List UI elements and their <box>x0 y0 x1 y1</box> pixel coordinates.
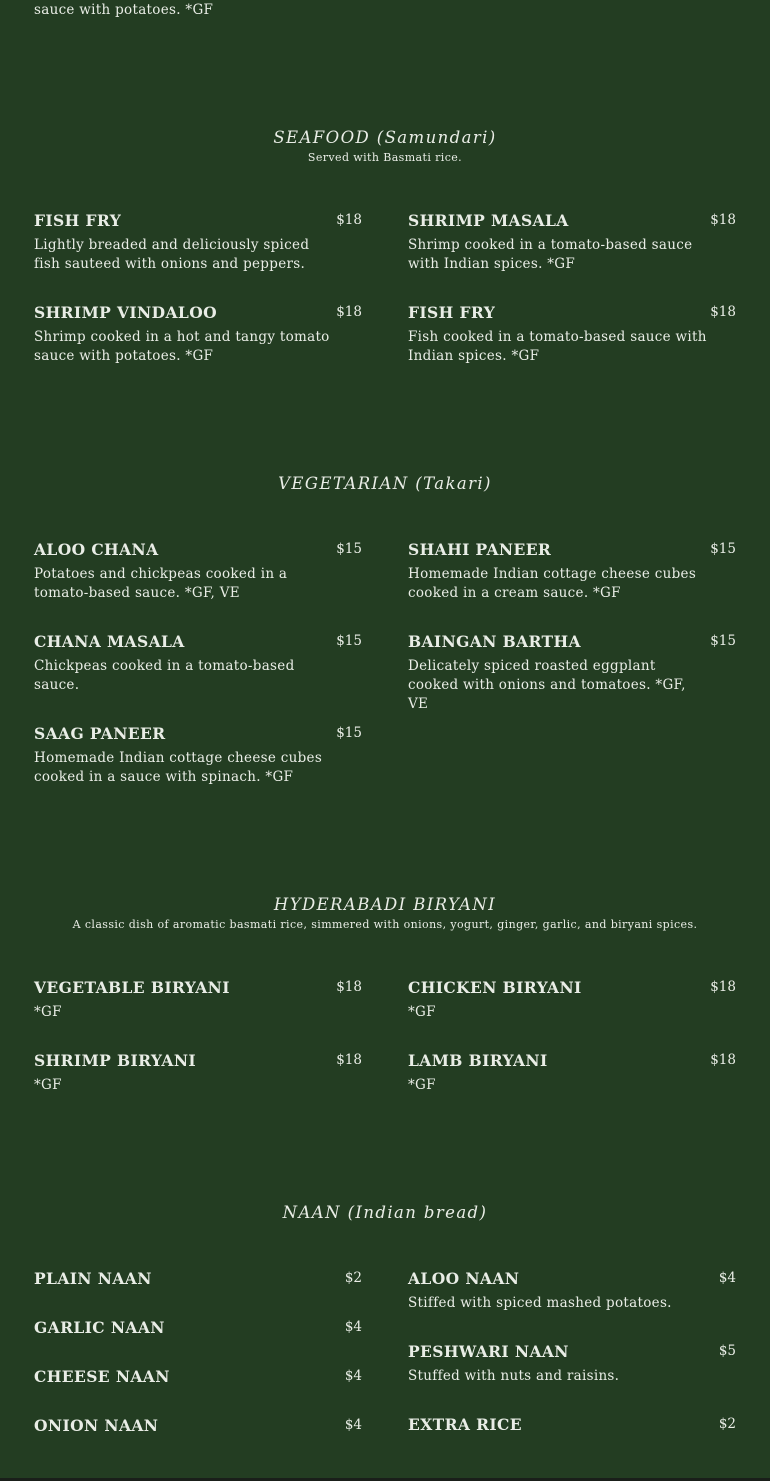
section-title-seafood: SEAFOOD (Samundari) <box>273 128 497 147</box>
item-name: BAINGAN BARTHA <box>408 632 581 651</box>
item-price: $18 <box>336 304 362 320</box>
item-description: Delicately spiced roasted eggplant cooked with onions and tomatoes. *GF, VE <box>408 658 686 712</box>
item-description: *GF <box>34 1077 62 1093</box>
item-name: SAAG PANEER <box>34 724 166 743</box>
section-title-vegetarian: VEGETARIAN (Takari) <box>278 474 492 493</box>
item-name: SHAHI PANEER <box>408 540 552 559</box>
section-subtitle-biryani: A classic dish of aromatic basmati rice, simmered with onions, yogurt, ginger, garlic, and biryani spices. <box>72 918 698 931</box>
item-price: $18 <box>710 979 736 995</box>
item-name: LAMB BIRYANI <box>408 1051 548 1070</box>
item-price: $15 <box>336 725 362 741</box>
item-name: CHANA MASALA <box>34 632 185 651</box>
item-name: ALOO NAAN <box>408 1269 520 1288</box>
item-price: $4 <box>344 1319 362 1335</box>
item-price: $15 <box>336 633 362 649</box>
item-price: $2 <box>718 1416 736 1432</box>
item-name: EXTRA RICE <box>408 1415 522 1434</box>
item-price: $15 <box>710 541 736 557</box>
item-name: CHICKEN BIRYANI <box>408 978 582 997</box>
item-description: Shrimp cooked in a tomato-based sauce with Indian spices. *GF <box>408 237 693 272</box>
item-price: $18 <box>710 212 736 228</box>
item-description: Stuffed with nuts and raisins. <box>408 1368 620 1384</box>
item-name: PLAIN NAAN <box>34 1269 152 1288</box>
item-description: Lightly breaded and deliciously spiced fish sauteed with onions and peppers. <box>34 237 310 272</box>
item-price: $18 <box>336 1052 362 1068</box>
item-description: Fish cooked in a tomato-based sauce with Indian spices. *GF <box>408 329 707 364</box>
item-price: $15 <box>710 633 736 649</box>
item-name: ONION NAAN <box>34 1416 159 1435</box>
item-name: PESHWARI NAAN <box>408 1342 569 1361</box>
item-description: *GF <box>408 1004 436 1020</box>
item-price: $4 <box>718 1270 736 1286</box>
section-title-biryani: HYDERABADI BIRYANI <box>273 895 497 914</box>
item-name: GARLIC NAAN <box>34 1318 165 1337</box>
previous-item-description-fragment: sauce with potatoes. *GF <box>34 2 214 18</box>
item-price: $2 <box>344 1270 362 1286</box>
section-title-naan: NAAN (Indian bread) <box>282 1203 488 1222</box>
item-price: $18 <box>336 212 362 228</box>
item-description: *GF <box>408 1077 436 1093</box>
item-name: SHRIMP BIRYANI <box>34 1051 197 1070</box>
item-description: Shrimp cooked in a hot and tangy tomato sauce with potatoes. *GF <box>34 329 330 364</box>
item-price: $5 <box>718 1343 736 1359</box>
item-name: FISH FRY <box>34 211 122 230</box>
item-description: Homemade Indian cottage cheese cubes cooked in a cream sauce. *GF <box>408 566 697 601</box>
section-subtitle-seafood: Served with Basmati rice. <box>307 151 463 164</box>
item-name: ALOO CHANA <box>34 540 159 559</box>
item-price: $15 <box>336 541 362 557</box>
item-name: CHEESE NAAN <box>34 1367 170 1386</box>
item-name: VEGETABLE BIRYANI <box>34 978 230 997</box>
item-name: FISH FRY <box>408 303 496 322</box>
item-price: $4 <box>344 1368 362 1384</box>
item-price: $18 <box>710 1052 736 1068</box>
item-description: Stiffed with spiced mashed potatoes. <box>408 1295 672 1311</box>
item-description: *GF <box>34 1004 62 1020</box>
item-name: SHRIMP VINDALOO <box>34 303 217 322</box>
item-name: SHRIMP MASALA <box>408 211 569 230</box>
item-description: Chickpeas cooked in a tomato-based sauce. <box>34 658 295 693</box>
item-price: $18 <box>710 304 736 320</box>
item-description: Potatoes and chickpeas cooked in a tomato-based sauce. *GF, VE <box>34 566 288 601</box>
item-description: Homemade Indian cottage cheese cubes cooked in a sauce with spinach. *GF <box>34 750 323 785</box>
item-price: $18 <box>336 979 362 995</box>
item-price: $4 <box>344 1417 362 1433</box>
